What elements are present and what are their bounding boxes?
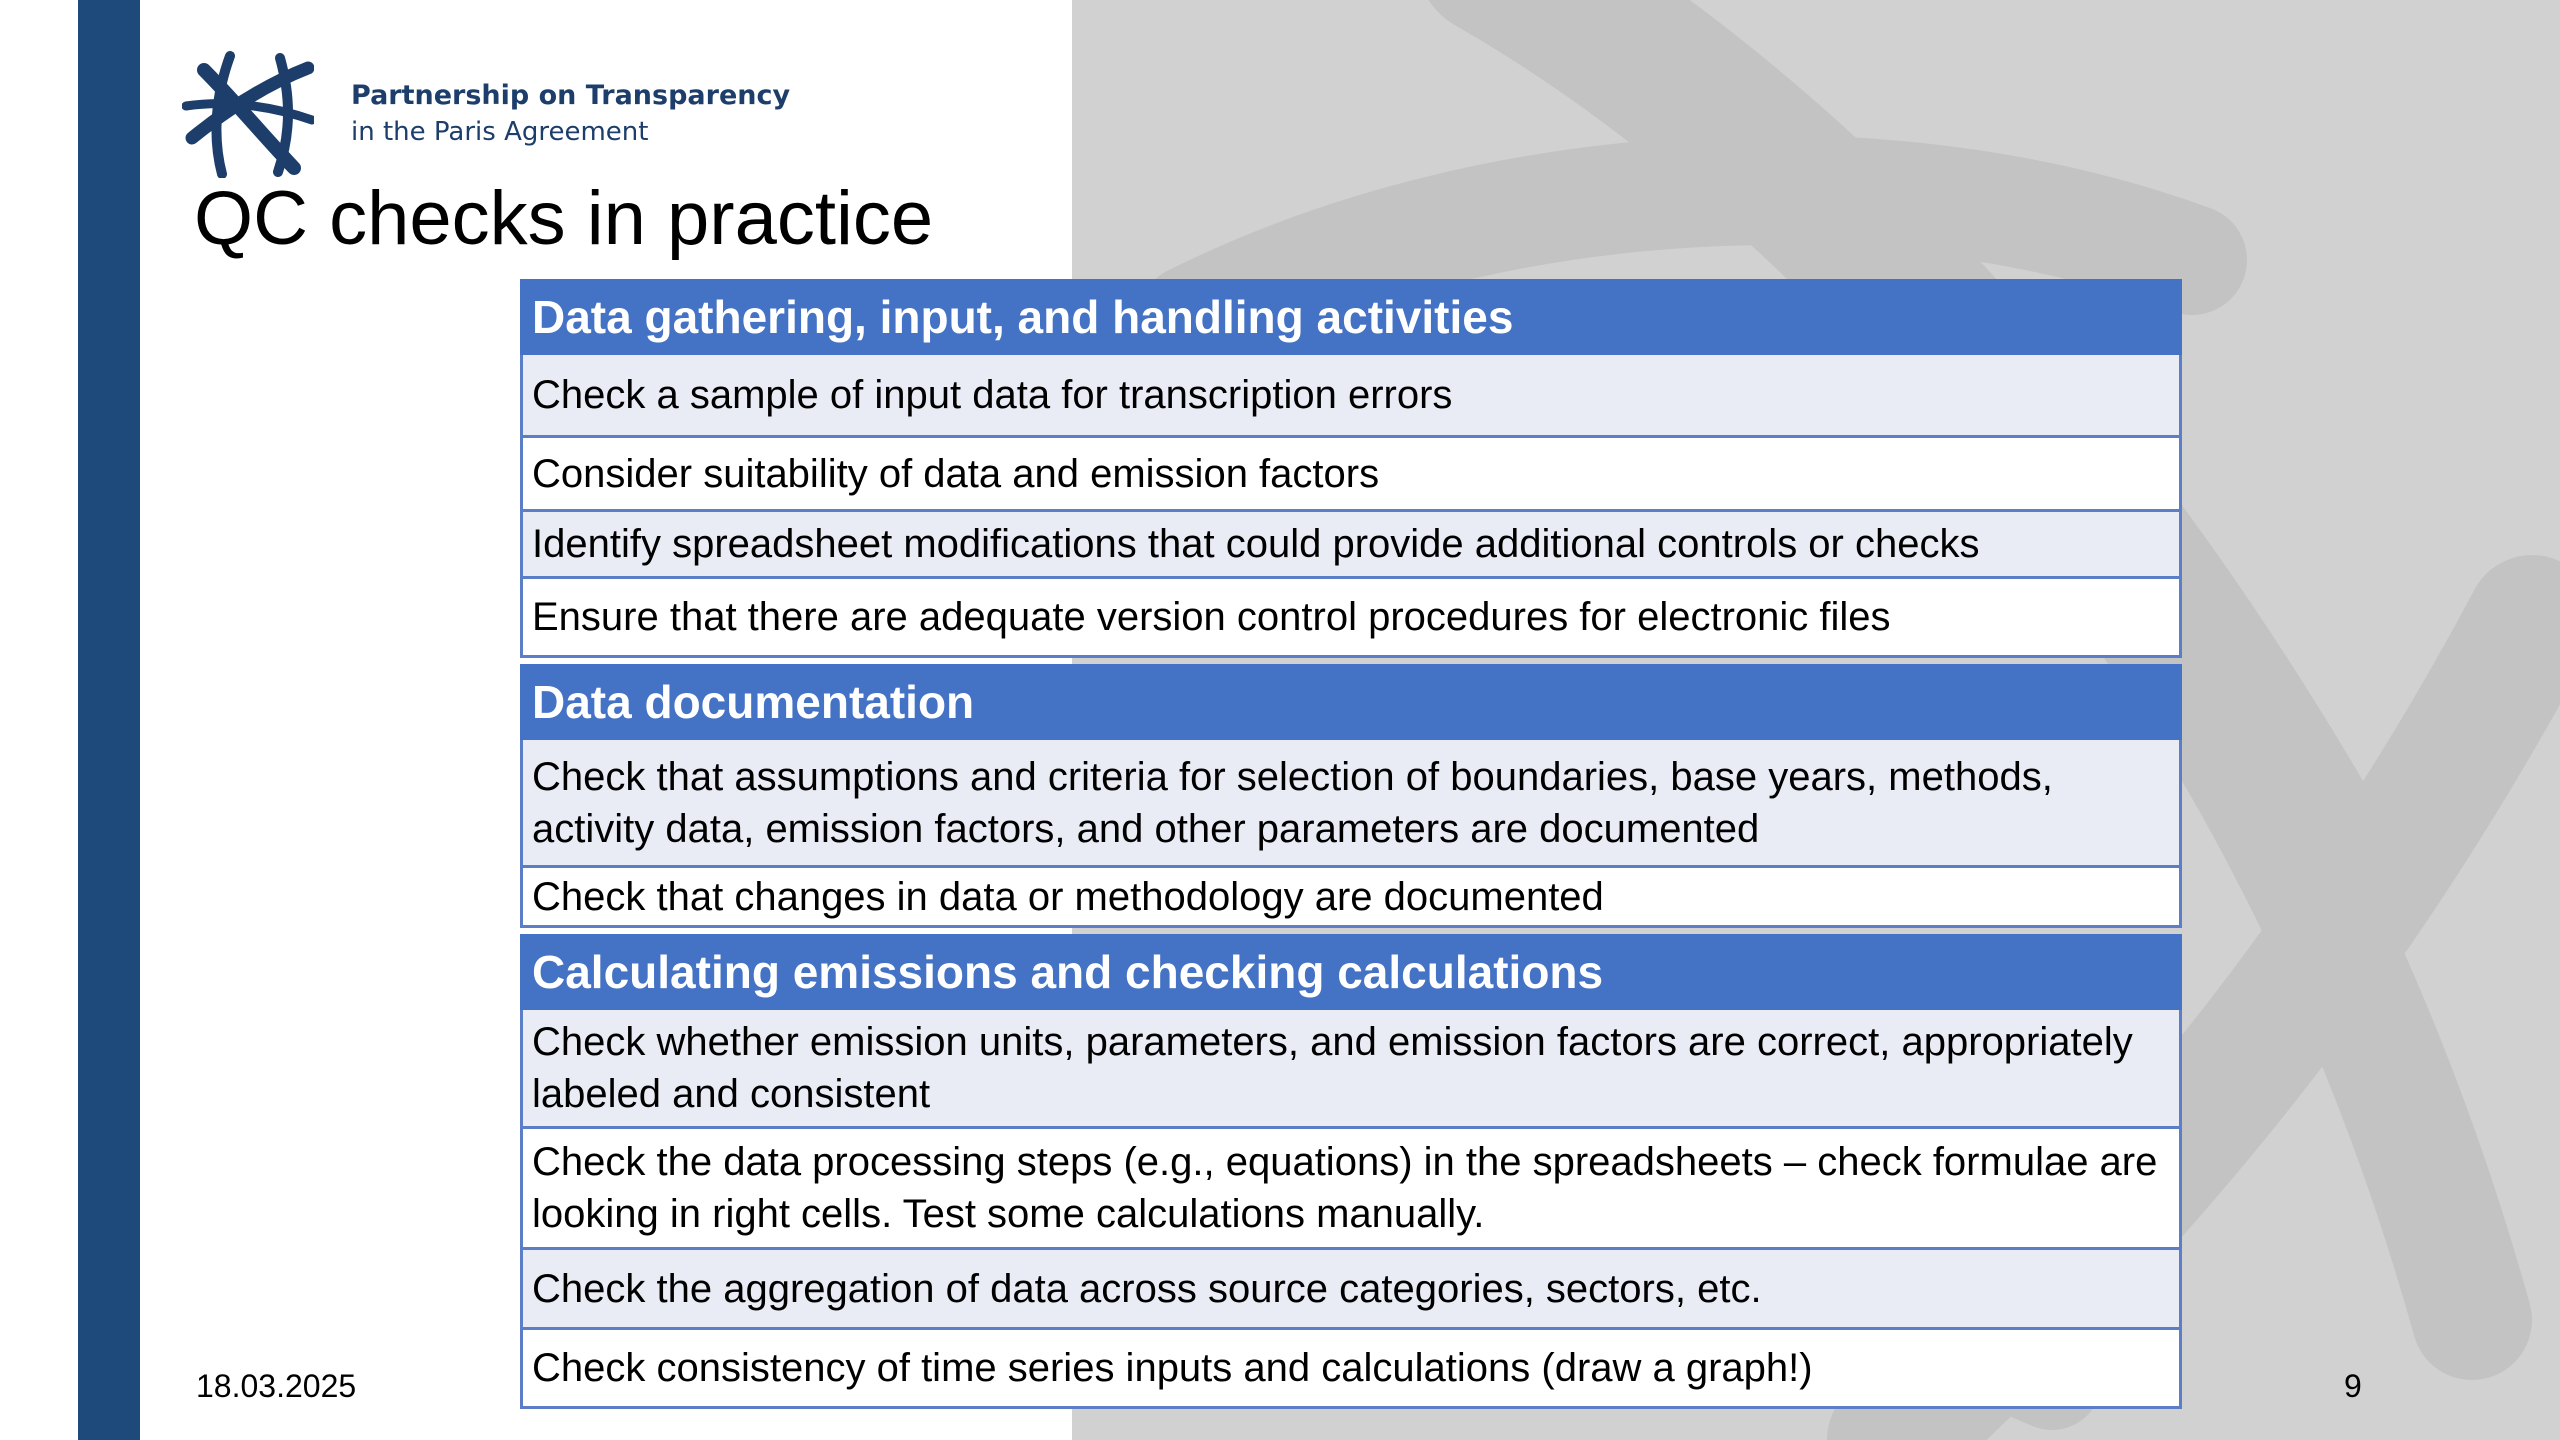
- left-accent-bar: [78, 0, 140, 1440]
- organization-name-line1: Partnership on Transparency: [351, 80, 791, 111]
- table-row: Check the aggregation of data across source categories, sectors, etc.: [520, 1250, 2182, 1330]
- page-number: 9: [2344, 1368, 2362, 1404]
- globe-cross-logo-icon: [182, 50, 314, 178]
- section-header: Data gathering, input, and handling activities: [520, 279, 2182, 355]
- qc-checks-table: [520, 279, 2182, 1409]
- table-row: Check whether emission units, parameters, and emission factors are correct, appropriately labeled and consistent: [520, 1010, 2182, 1129]
- section-header: Data documentation: [520, 664, 2182, 740]
- table-row: Check that changes in data or methodology are documented: [520, 868, 2182, 928]
- organization-name: [351, 78, 790, 150]
- section-header: Calculating emissions and checking calculations: [520, 934, 2182, 1010]
- organization-name-line2: in the Paris Agreement: [351, 117, 649, 147]
- table-row: Check consistency of time series inputs and calculations (draw a graph!): [520, 1330, 2182, 1409]
- table-row: Check a sample of input data for transcription errors: [520, 355, 2182, 438]
- table-row: Ensure that there are adequate version control procedures for electronic files: [520, 579, 2182, 658]
- table-row: Consider suitability of data and emission factors: [520, 438, 2182, 512]
- slide-date: 18.03.2025: [196, 1368, 357, 1404]
- table-row: Check that assumptions and criteria for selection of boundaries, base years, methods, activity data, emission factors, and other parameters are documented: [520, 740, 2182, 868]
- slide-title: QC checks in practice: [194, 176, 934, 261]
- table-row: Check the data processing steps (e.g., equations) in the spreadsheets – check formulae are looking in right cells. Test some calculations manually.: [520, 1129, 2182, 1250]
- table-row: Identify spreadsheet modifications that could provide additional controls or checks: [520, 512, 2182, 579]
